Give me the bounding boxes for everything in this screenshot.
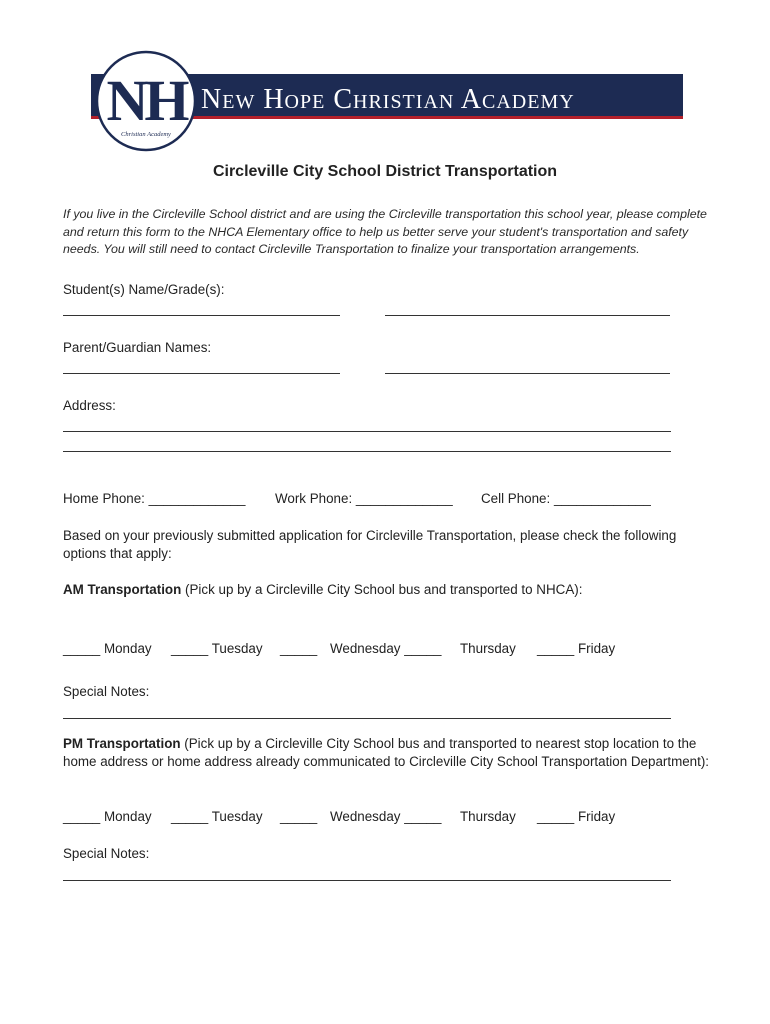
- pm-wednesday-thursday-option[interactable]: Wednesday _____: [330, 809, 442, 824]
- pm-description: (Pick up by a Circleville City School bus and transported to nearest stop location to the home address or home address already communicated to Circleville City School Transportation Department):: [63, 736, 710, 769]
- logo-subtitle: Christian Academy: [121, 131, 171, 138]
- pm-friday-option[interactable]: _____ Friday: [537, 809, 616, 824]
- school-logo: [88, 50, 688, 152]
- am-thursday-label: Thursday: [460, 641, 516, 656]
- parents-field-2[interactable]: [385, 373, 670, 374]
- am-monday-option[interactable]: _____ Monday: [63, 641, 152, 656]
- students-field-2[interactable]: [385, 315, 670, 316]
- students-label: Student(s) Name/Grade(s):: [63, 282, 225, 297]
- am-notes-field[interactable]: [63, 718, 671, 719]
- work-phone-field[interactable]: Work Phone: _____________: [275, 491, 453, 506]
- students-field-1[interactable]: [63, 315, 340, 316]
- home-phone-field[interactable]: Home Phone: _____________: [63, 491, 246, 506]
- am-section-heading: [63, 581, 713, 599]
- pm-monday-option[interactable]: _____ Monday: [63, 809, 152, 824]
- am-wednesday-thursday-option[interactable]: Wednesday _____: [330, 641, 442, 656]
- instructions-paragraph: Based on your previously submitted application for Circleville Transportation, please check the following options that apply:: [63, 528, 677, 561]
- am-heading: AM Transportation: [63, 582, 182, 597]
- page-title: Circleville City School District Transportation: [212, 163, 558, 180]
- am-friday-option[interactable]: _____ Friday: [537, 641, 616, 656]
- am-description: (Pick up by a Circleville City School bus and transported to NHCA):: [181, 582, 583, 597]
- logo-school-name: New Hope Christian Academy: [201, 84, 575, 115]
- logo-red-stripe: [183, 116, 683, 119]
- address-field-1[interactable]: [63, 431, 671, 432]
- pm-tuesday-option[interactable]: _____ Tuesday: [171, 809, 263, 824]
- am-notes-label: Special Notes:: [63, 684, 150, 699]
- pm-heading: PM Transportation: [63, 736, 181, 751]
- parents-label: Parent/Guardian Names:: [63, 340, 212, 355]
- parents-field-1[interactable]: [63, 373, 340, 374]
- pm-thursday-label: Thursday: [460, 809, 516, 824]
- am-tuesday-option[interactable]: _____ Tuesday: [171, 641, 263, 656]
- pm-wednesday-blank[interactable]: _____: [280, 809, 318, 824]
- cell-phone-field[interactable]: Cell Phone: _____________: [481, 491, 651, 506]
- pm-notes-field[interactable]: [63, 880, 671, 881]
- address-label: Address:: [63, 398, 116, 413]
- pm-section-heading: [63, 735, 713, 771]
- address-field-2[interactable]: [63, 451, 671, 452]
- logo-monogram: NH: [106, 68, 186, 133]
- am-wednesday-blank[interactable]: _____: [280, 641, 318, 656]
- intro-paragraph: If you live in the Circleville School district and are using the Circleville transportation this school year, please complete and return this form to the NHCA Elementary office to help us better serve your student's transportation and safety needs. You will still need to contact Circleville Transportation to finalize your transportation arrangements.: [63, 207, 707, 256]
- pm-notes-label: Special Notes:: [63, 846, 150, 861]
